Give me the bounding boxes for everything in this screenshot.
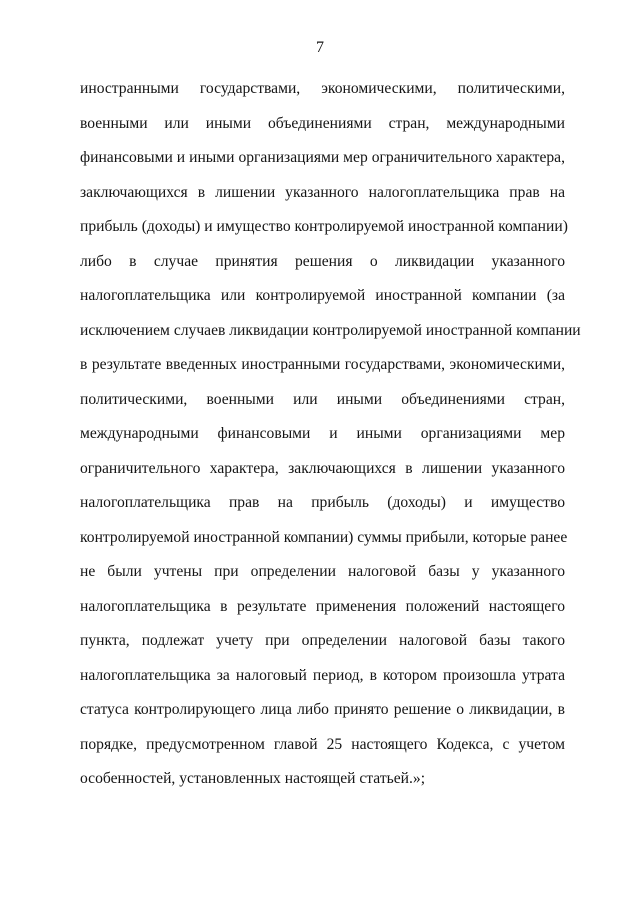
text-line: военными или иными объединениями стран, международными bbox=[80, 114, 565, 132]
text-line: исключением случаев ликвидации контролируемой иностранной компании bbox=[80, 321, 581, 339]
text-line: налогоплательщика в результате применения положений настоящего bbox=[80, 597, 565, 615]
text-line: не были учтены при определении налоговой базы у указанного bbox=[80, 563, 565, 580]
text-line: налогоплательщика прав на прибыль (доходы) и имущество bbox=[80, 494, 565, 511]
text-line: иностранными государствами, экономическими, политическими, bbox=[80, 80, 565, 97]
page-number: 7 bbox=[316, 39, 324, 56]
text-line: налогоплательщика за налоговый период, в котором произошла утрата bbox=[80, 666, 565, 684]
text-line: ограничительного характера, заключающихся в лишении указанного bbox=[80, 459, 565, 477]
text-line: международными финансовыми и иными организациями мер bbox=[80, 425, 565, 442]
text-line: статуса контролирующего лица либо принято решение о ликвидации, в bbox=[80, 701, 565, 718]
text-line: заключающихся в лишении указанного налогоплательщика прав на bbox=[80, 183, 565, 201]
text-line: финансовыми и иными организациями мер ограничительного характера, bbox=[80, 149, 565, 166]
text-line: в результате введенных иностранными государствами, экономическими, bbox=[80, 356, 565, 373]
text-line: контролируемой иностранной компании) суммы прибыли, которые ранее bbox=[80, 528, 568, 546]
text-line: прибыль (доходы) и имущество контролируемой иностранной компании) bbox=[80, 218, 568, 235]
body-text bbox=[80, 79, 581, 804]
text-line: либо в случае принятия решения о ликвидации указанного bbox=[80, 252, 565, 270]
text-line: пункта, подлежат учету при определении налоговой базы такого bbox=[80, 632, 565, 649]
text-line-last: особенностей, установленных настоящей статьей.»; bbox=[80, 770, 426, 787]
text-line: порядке, предусмотренном главой 25 настоящего Кодекса, с учетом bbox=[80, 735, 565, 753]
text-line: налогоплательщика или контролируемой иностранной компании (за bbox=[80, 287, 565, 304]
text-line: политическими, военными или иными объединениями стран, bbox=[80, 390, 565, 408]
